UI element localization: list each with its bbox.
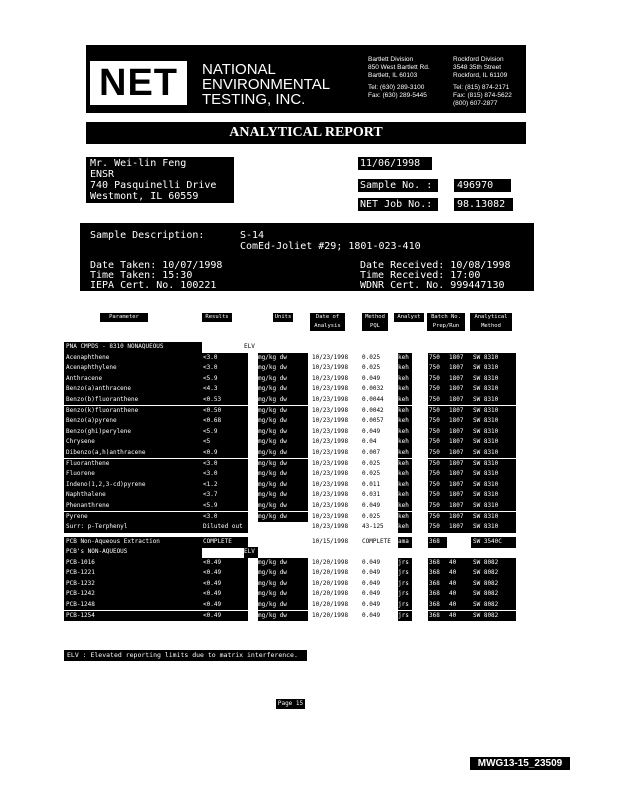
batch-prep: 368 xyxy=(428,558,447,569)
job-no-value: 98.13082 xyxy=(454,198,513,211)
parameter-name: Acenaphthene xyxy=(64,353,202,364)
table-row xyxy=(0,363,618,374)
col-header-results: Results xyxy=(202,313,232,322)
result-value: <0.49 xyxy=(201,568,248,579)
analyst: keh xyxy=(398,501,412,512)
batch-prep: 368 xyxy=(428,589,447,600)
method-pql: 0.049 xyxy=(362,427,381,435)
method-pql: 0.049 xyxy=(362,600,381,608)
company-line: ENVIRONMENTAL xyxy=(202,76,331,93)
analysis-date: 10/23/1998 xyxy=(312,438,349,446)
analysis-date: 10/23/1998 xyxy=(312,501,349,509)
table-row xyxy=(0,537,618,548)
footnote: ELV : Elevated reporting limits due to matrix interference. xyxy=(64,650,307,661)
analysis-date: 10/23/1998 xyxy=(312,374,349,382)
batch-run: 40 xyxy=(447,568,471,579)
parameter-name: Benzo(b)fluoranthene xyxy=(64,395,202,406)
analytical-method: SW 8310 xyxy=(471,480,516,491)
parameter-name: Benzo(ghi)perylene xyxy=(64,427,202,438)
method-pql: 0.0042 xyxy=(362,406,384,414)
batch-prep: 750 xyxy=(428,448,447,459)
method-pql: 43-125 xyxy=(362,523,384,531)
batch-run: 1807 xyxy=(447,384,471,395)
analytical-method: SW 8082 xyxy=(471,568,516,579)
table-row xyxy=(0,374,618,385)
parameter-name: Indeno(1,2,3-cd)pyrene xyxy=(64,480,202,491)
table-row xyxy=(0,501,618,512)
batch-prep: 368 xyxy=(428,537,447,548)
analysis-date: 10/23/1998 xyxy=(312,523,349,531)
units-value: mg/kg dw xyxy=(258,558,308,569)
result-value: <0.50 xyxy=(201,406,248,417)
analytical-method: SW 8310 xyxy=(471,437,516,448)
analytical-method: SW 8310 xyxy=(471,501,516,512)
analytical-method: SW 8310 xyxy=(471,522,516,533)
method-pql: 0.025 xyxy=(362,353,381,361)
table-row xyxy=(0,437,618,448)
analytical-method: SW 8310 xyxy=(471,512,516,523)
sample-description-line1: S-14 xyxy=(240,230,265,241)
units-value: mg/kg dw xyxy=(258,374,308,385)
units-value: mg/kg dw xyxy=(258,437,308,448)
parameter-name: PCB-1248 xyxy=(64,600,202,611)
method-pql: 0.025 xyxy=(362,459,381,467)
analysis-date: 10/23/1998 xyxy=(312,448,349,456)
analytical-method: SW 3540C xyxy=(471,537,516,548)
analyst: keh xyxy=(398,459,412,470)
units-value: mg/kg dw xyxy=(258,427,308,438)
address-line: Bartlett Division xyxy=(368,56,414,63)
table-row xyxy=(0,558,618,569)
address-line: 3548 35th Street xyxy=(453,64,502,71)
batch-run: 1807 xyxy=(447,395,471,406)
parameter-name: Benzo(a)pyrene xyxy=(64,416,202,427)
analyst: keh xyxy=(398,512,412,523)
report-title: ANALYTICAL REPORT xyxy=(86,122,526,144)
batch-prep: 368 xyxy=(428,600,447,611)
batch-prep: 750 xyxy=(428,459,447,470)
batch-prep: 368 xyxy=(428,579,447,590)
analyst: keh xyxy=(398,490,412,501)
batch-run: 1807 xyxy=(447,363,471,374)
section-header-pna: PNA CMPDS - 8310 NONAQUEOUS xyxy=(64,342,202,353)
units-value: mg/kg dw xyxy=(258,611,308,622)
result-value: <3.0 xyxy=(201,459,248,470)
analytical-method: SW 8310 xyxy=(471,448,516,459)
analytical-method: SW 8310 xyxy=(471,384,516,395)
batch-run: 1807 xyxy=(447,469,471,480)
method-pql: 0.049 xyxy=(362,579,381,587)
result-value: <5 xyxy=(201,437,248,448)
company-line: TESTING, INC. xyxy=(202,91,306,108)
table-row xyxy=(0,384,618,395)
result-value: <3.7 xyxy=(201,490,248,501)
batch-run: 1807 xyxy=(447,522,471,533)
batch-prep: 750 xyxy=(428,469,447,480)
company-line: NATIONAL xyxy=(202,61,276,78)
parameter-name: Benzo(a)anthracene xyxy=(64,384,202,395)
sample-no-label: Sample No. : xyxy=(358,179,438,192)
col-header-analyst: Analyst xyxy=(394,313,424,322)
units-value: mg/kg dw xyxy=(258,384,308,395)
parameter-name: Chrysene xyxy=(64,437,202,448)
table-row xyxy=(0,459,618,470)
analysis-date: 10/23/1998 xyxy=(312,364,349,372)
analytical-method: SW 8310 xyxy=(471,416,516,427)
method-pql: 0.025 xyxy=(362,512,381,520)
batch-prep: 750 xyxy=(428,522,447,533)
analysis-date: 10/20/1998 xyxy=(312,590,349,598)
iepa-cert: IEPA Cert. No. 100221 xyxy=(90,280,217,291)
analyst: jrs xyxy=(398,600,412,611)
parameter-name: Anthracene xyxy=(64,374,202,385)
method-pql: 0.025 xyxy=(362,470,381,478)
result-value: <5.9 xyxy=(201,501,248,512)
units-value: mg/kg dw xyxy=(258,600,308,611)
address-line: Rockford, IL 61109 xyxy=(453,72,508,79)
col-header-line: PQL xyxy=(370,323,380,329)
units-value: mg/kg dw xyxy=(258,353,308,364)
method-pql: 0.049 xyxy=(362,501,381,509)
method-pql: 0.031 xyxy=(362,491,381,499)
method-pql: 0.0044 xyxy=(362,395,384,403)
analyst: keh xyxy=(398,427,412,438)
table-row xyxy=(0,490,618,501)
parameter-name: Acenaphthylene xyxy=(64,363,202,374)
client-name: Mr. Wei-lin Feng xyxy=(90,158,187,169)
parameter-name: Dibenzo(a,h)anthracene xyxy=(64,448,202,459)
parameter-name: Phenanthrene xyxy=(64,501,202,512)
sample-no-value: 496970 xyxy=(454,179,511,192)
batch-prep: 750 xyxy=(428,374,447,385)
analyst: keh xyxy=(398,416,412,427)
analytical-method: SW 8082 xyxy=(471,558,516,569)
table-row xyxy=(0,406,618,417)
method-pql: 0.049 xyxy=(362,611,381,619)
analyst: keh xyxy=(398,469,412,480)
batch-run: 40 xyxy=(447,558,471,569)
table-row xyxy=(0,448,618,459)
batch-run: 1807 xyxy=(447,480,471,491)
analytical-method: SW 8310 xyxy=(471,469,516,480)
analytical-method: SW 8310 xyxy=(471,406,516,417)
method-pql: 0.025 xyxy=(362,364,381,372)
analyst: jrs xyxy=(398,589,412,600)
batch-prep: 750 xyxy=(428,480,447,491)
parameter-name: PCB-1016 xyxy=(64,558,202,569)
result-value: <0.49 xyxy=(201,589,248,600)
units-value: mg/kg dw xyxy=(258,459,308,470)
table-row xyxy=(0,611,618,622)
analysis-date: 10/23/1998 xyxy=(312,480,349,488)
col-header-line: Date of xyxy=(315,314,340,320)
batch-prep: 750 xyxy=(428,437,447,448)
page-number: Page 15 xyxy=(277,700,304,707)
result-value: <0.49 xyxy=(201,558,248,569)
table-row xyxy=(0,480,618,491)
batch-run: 1807 xyxy=(447,501,471,512)
result-value: COMPLETE xyxy=(201,537,248,548)
result-value: <3.0 xyxy=(201,353,248,364)
address-line: Fax: (630) 289-5445 xyxy=(368,92,427,99)
batch-run: 1807 xyxy=(447,448,471,459)
analyst: keh xyxy=(398,480,412,491)
table-row xyxy=(0,416,618,427)
date-taken: Date Taken: 10/07/1998 xyxy=(90,260,223,271)
batch-prep: 750 xyxy=(428,353,447,364)
units-value: mg/kg dw xyxy=(258,568,308,579)
units-value: mg/kg dw xyxy=(258,448,308,459)
parameter-name: PCB-1221 xyxy=(64,568,202,579)
analysis-date: 10/23/1998 xyxy=(312,353,349,361)
method-pql: 0.04 xyxy=(362,438,377,446)
batch-prep: 750 xyxy=(428,501,447,512)
result-value: <5.9 xyxy=(201,374,248,385)
result-value: <0.49 xyxy=(201,611,248,622)
units-value: mg/kg dw xyxy=(258,480,308,491)
analysis-date: 10/23/1998 xyxy=(312,459,349,467)
parameter-name: Naphthalene xyxy=(64,490,202,501)
result-value: <5.9 xyxy=(201,427,248,438)
analyst: keh xyxy=(398,437,412,448)
analytical-method: SW 8310 xyxy=(471,374,516,385)
table-row xyxy=(0,427,618,438)
table-row xyxy=(0,579,618,590)
date-received: Date Received: 10/08/1998 xyxy=(360,260,511,271)
analysis-date: 10/23/1998 xyxy=(312,470,349,478)
parameter-name: PCB-1232 xyxy=(64,579,202,590)
analyst: keh xyxy=(398,406,412,417)
analyst: keh xyxy=(398,353,412,364)
batch-prep: 750 xyxy=(428,384,447,395)
parameter-name: Fluorene xyxy=(64,469,202,480)
col-header-line: Prep/Run xyxy=(432,323,460,329)
analytical-method: SW 8310 xyxy=(471,459,516,470)
method-pql: 0.049 xyxy=(362,374,381,382)
time-taken: Time Taken: 15:30 xyxy=(90,270,193,281)
job-no-label: NET Job No.: xyxy=(358,198,438,211)
method-pql: 0.0057 xyxy=(362,417,384,425)
elv-flag: ELV xyxy=(244,343,255,350)
sample-description-label: Sample Description: xyxy=(90,230,205,241)
result-value: <0.49 xyxy=(201,579,248,590)
units-value: mg/kg dw xyxy=(258,490,308,501)
batch-run: 1807 xyxy=(447,490,471,501)
parameter-name: Surr: p-Terphenyl xyxy=(64,522,202,533)
table-row xyxy=(0,512,618,523)
batch-run: 1807 xyxy=(447,437,471,448)
result-value: <1.2 xyxy=(201,480,248,491)
section-header-row xyxy=(0,342,618,353)
units-value: mg/kg dw xyxy=(258,416,308,427)
batch-run: 1807 xyxy=(447,406,471,417)
analytical-method: SW 8310 xyxy=(471,353,516,364)
client-street: 740 Pasquinelli Drive xyxy=(90,180,217,191)
method-pql: 0.007 xyxy=(362,448,381,456)
method-pql: COMPLETE xyxy=(362,538,391,545)
time-received: Time Received: 17:00 xyxy=(360,270,481,281)
method-pql: 0.049 xyxy=(362,558,381,566)
units-value: mg/kg dw xyxy=(258,512,308,523)
analyst: keh xyxy=(398,395,412,406)
analysis-date: 10/23/1998 xyxy=(312,385,349,393)
batch-prep: 368 xyxy=(428,611,447,622)
table-row xyxy=(0,469,618,480)
col-header-line: Batch No. xyxy=(431,314,461,320)
batch-prep: 750 xyxy=(428,406,447,417)
sample-description-line2: ComEd-Joliet #29; 1801-023-410 xyxy=(240,241,421,252)
batch-run: 1807 xyxy=(447,353,471,364)
col-header-units: Units xyxy=(274,314,292,320)
batch-run: 40 xyxy=(447,600,471,611)
analysis-date: 10/23/1998 xyxy=(312,491,349,499)
address-line: (800) 607-2877 xyxy=(453,100,498,107)
wdnr-cert: WDNR Cert. No. 999447130 xyxy=(360,280,505,291)
analytical-method: SW 8082 xyxy=(471,589,516,600)
analysis-date: 10/20/1998 xyxy=(312,611,349,619)
col-header-parameter: Parameter xyxy=(100,313,148,322)
units-value: mg/kg dw xyxy=(258,363,308,374)
col-header-line: Analytical xyxy=(474,314,508,320)
result-value: Diluted out xyxy=(201,522,248,533)
analyst: jrs xyxy=(398,611,412,622)
batch-run: 1807 xyxy=(447,416,471,427)
units-value: mg/kg dw xyxy=(258,395,308,406)
analyst: keh xyxy=(398,384,412,395)
method-pql: 0.049 xyxy=(362,569,381,577)
client-city: Westmont, IL 60559 xyxy=(90,191,199,202)
analysis-date: 10/20/1998 xyxy=(312,569,349,577)
parameter-name: PCB Non-Aqueous Extraction xyxy=(64,537,202,548)
address-line: Tel: (815) 874-2171 xyxy=(453,84,510,91)
table-row xyxy=(0,589,618,600)
analyst: jrs xyxy=(398,568,412,579)
result-value: <3.0 xyxy=(201,469,248,480)
analyst: keh xyxy=(398,522,412,533)
section-header-row xyxy=(0,547,618,558)
table-row xyxy=(0,522,618,533)
result-value: <3.0 xyxy=(201,512,248,523)
result-value: <0.68 xyxy=(201,416,248,427)
parameter-name: PCB-1242 xyxy=(64,589,202,600)
analysis-date: 10/20/1998 xyxy=(312,579,349,587)
batch-prep: 750 xyxy=(428,490,447,501)
batch-run: 40 xyxy=(447,579,471,590)
analytical-method: SW 8310 xyxy=(471,363,516,374)
analyst: keh xyxy=(398,448,412,459)
result-value: <0.49 xyxy=(201,600,248,611)
analytical-method: SW 8310 xyxy=(471,395,516,406)
batch-prep: 368 xyxy=(428,568,447,579)
table-row xyxy=(0,353,618,364)
result-value: <0.9 xyxy=(201,448,248,459)
section-header-pcb: PCB's NON-AQUEOUS xyxy=(64,547,202,558)
analyst: keh xyxy=(398,363,412,374)
units-value: mg/kg dw xyxy=(258,579,308,590)
analytical-method: SW 8082 xyxy=(471,600,516,611)
address-line: Rockford Division xyxy=(453,56,504,63)
result-value: <4.3 xyxy=(201,384,248,395)
batch-prep: 750 xyxy=(428,395,447,406)
batch-run: 40 xyxy=(447,611,471,622)
address-line: Tel: (630) 289-3100 xyxy=(368,84,425,91)
batch-run: 1807 xyxy=(447,459,471,470)
batch-run: 40 xyxy=(447,589,471,600)
parameter-name: Pyrene xyxy=(64,512,202,523)
units-value: mg/kg dw xyxy=(258,469,308,480)
units-value: mg/kg dw xyxy=(258,406,308,417)
col-header-line: Method xyxy=(365,314,385,320)
batch-run: 1807 xyxy=(447,374,471,385)
analytical-method: SW 8082 xyxy=(471,611,516,622)
analyst: ama xyxy=(398,537,412,548)
report-date: 11/06/1998 xyxy=(358,157,432,170)
address-line: 850 West Bartlett Rd. xyxy=(368,64,430,71)
analytical-method: SW 8310 xyxy=(471,490,516,501)
result-value: <0.53 xyxy=(201,395,248,406)
batch-run: 1807 xyxy=(447,427,471,438)
batch-prep: 750 xyxy=(428,363,447,374)
analysis-date: 10/20/1998 xyxy=(312,600,349,608)
col-header-line: Method xyxy=(481,323,501,329)
batch-prep: 750 xyxy=(428,512,447,523)
method-pql: 0.0032 xyxy=(362,385,384,393)
analysis-date: 10/23/1998 xyxy=(312,417,349,425)
analysis-date: 10/23/1998 xyxy=(312,395,349,403)
address-line: Fax: (815) 874-5622 xyxy=(453,92,512,99)
batch-run: 1807 xyxy=(447,512,471,523)
parameter-name: Benzo(k)fluoranthene xyxy=(64,406,202,417)
result-value: <3.0 xyxy=(201,363,248,374)
analyst: keh xyxy=(398,374,412,385)
analysis-date: 10/23/1998 xyxy=(312,427,349,435)
units-value: mg/kg dw xyxy=(258,501,308,512)
table-row xyxy=(0,600,618,611)
analysis-date: 10/23/1998 xyxy=(312,406,349,414)
batch-prep: 750 xyxy=(428,427,447,438)
units-value: mg/kg dw xyxy=(258,589,308,600)
analysis-date: 10/15/1998 xyxy=(312,538,349,545)
net-logo: NET xyxy=(90,61,187,105)
analysis-date: 10/23/1998 xyxy=(312,512,349,520)
batch-prep: 750 xyxy=(428,416,447,427)
method-pql: 0.011 xyxy=(362,480,381,488)
document-id: MWG13-15_23509 xyxy=(470,757,570,770)
table-row xyxy=(0,568,618,579)
method-pql: 0.049 xyxy=(362,590,381,598)
analyst: jrs xyxy=(398,579,412,590)
analyst: jrs xyxy=(398,558,412,569)
analytical-method: SW 8310 xyxy=(471,427,516,438)
parameter-name: PCB-1254 xyxy=(64,611,202,622)
elv-flag: ELV xyxy=(244,547,258,558)
analytical-method: SW 8082 xyxy=(471,579,516,590)
table-row xyxy=(0,395,618,406)
address-line: Bartlett, IL 60103 xyxy=(368,72,418,79)
col-header-line: Analysis xyxy=(314,323,341,329)
parameter-name: Fluoranthene xyxy=(64,459,202,470)
analysis-date: 10/20/1998 xyxy=(312,558,349,566)
client-company: ENSR xyxy=(90,169,115,180)
